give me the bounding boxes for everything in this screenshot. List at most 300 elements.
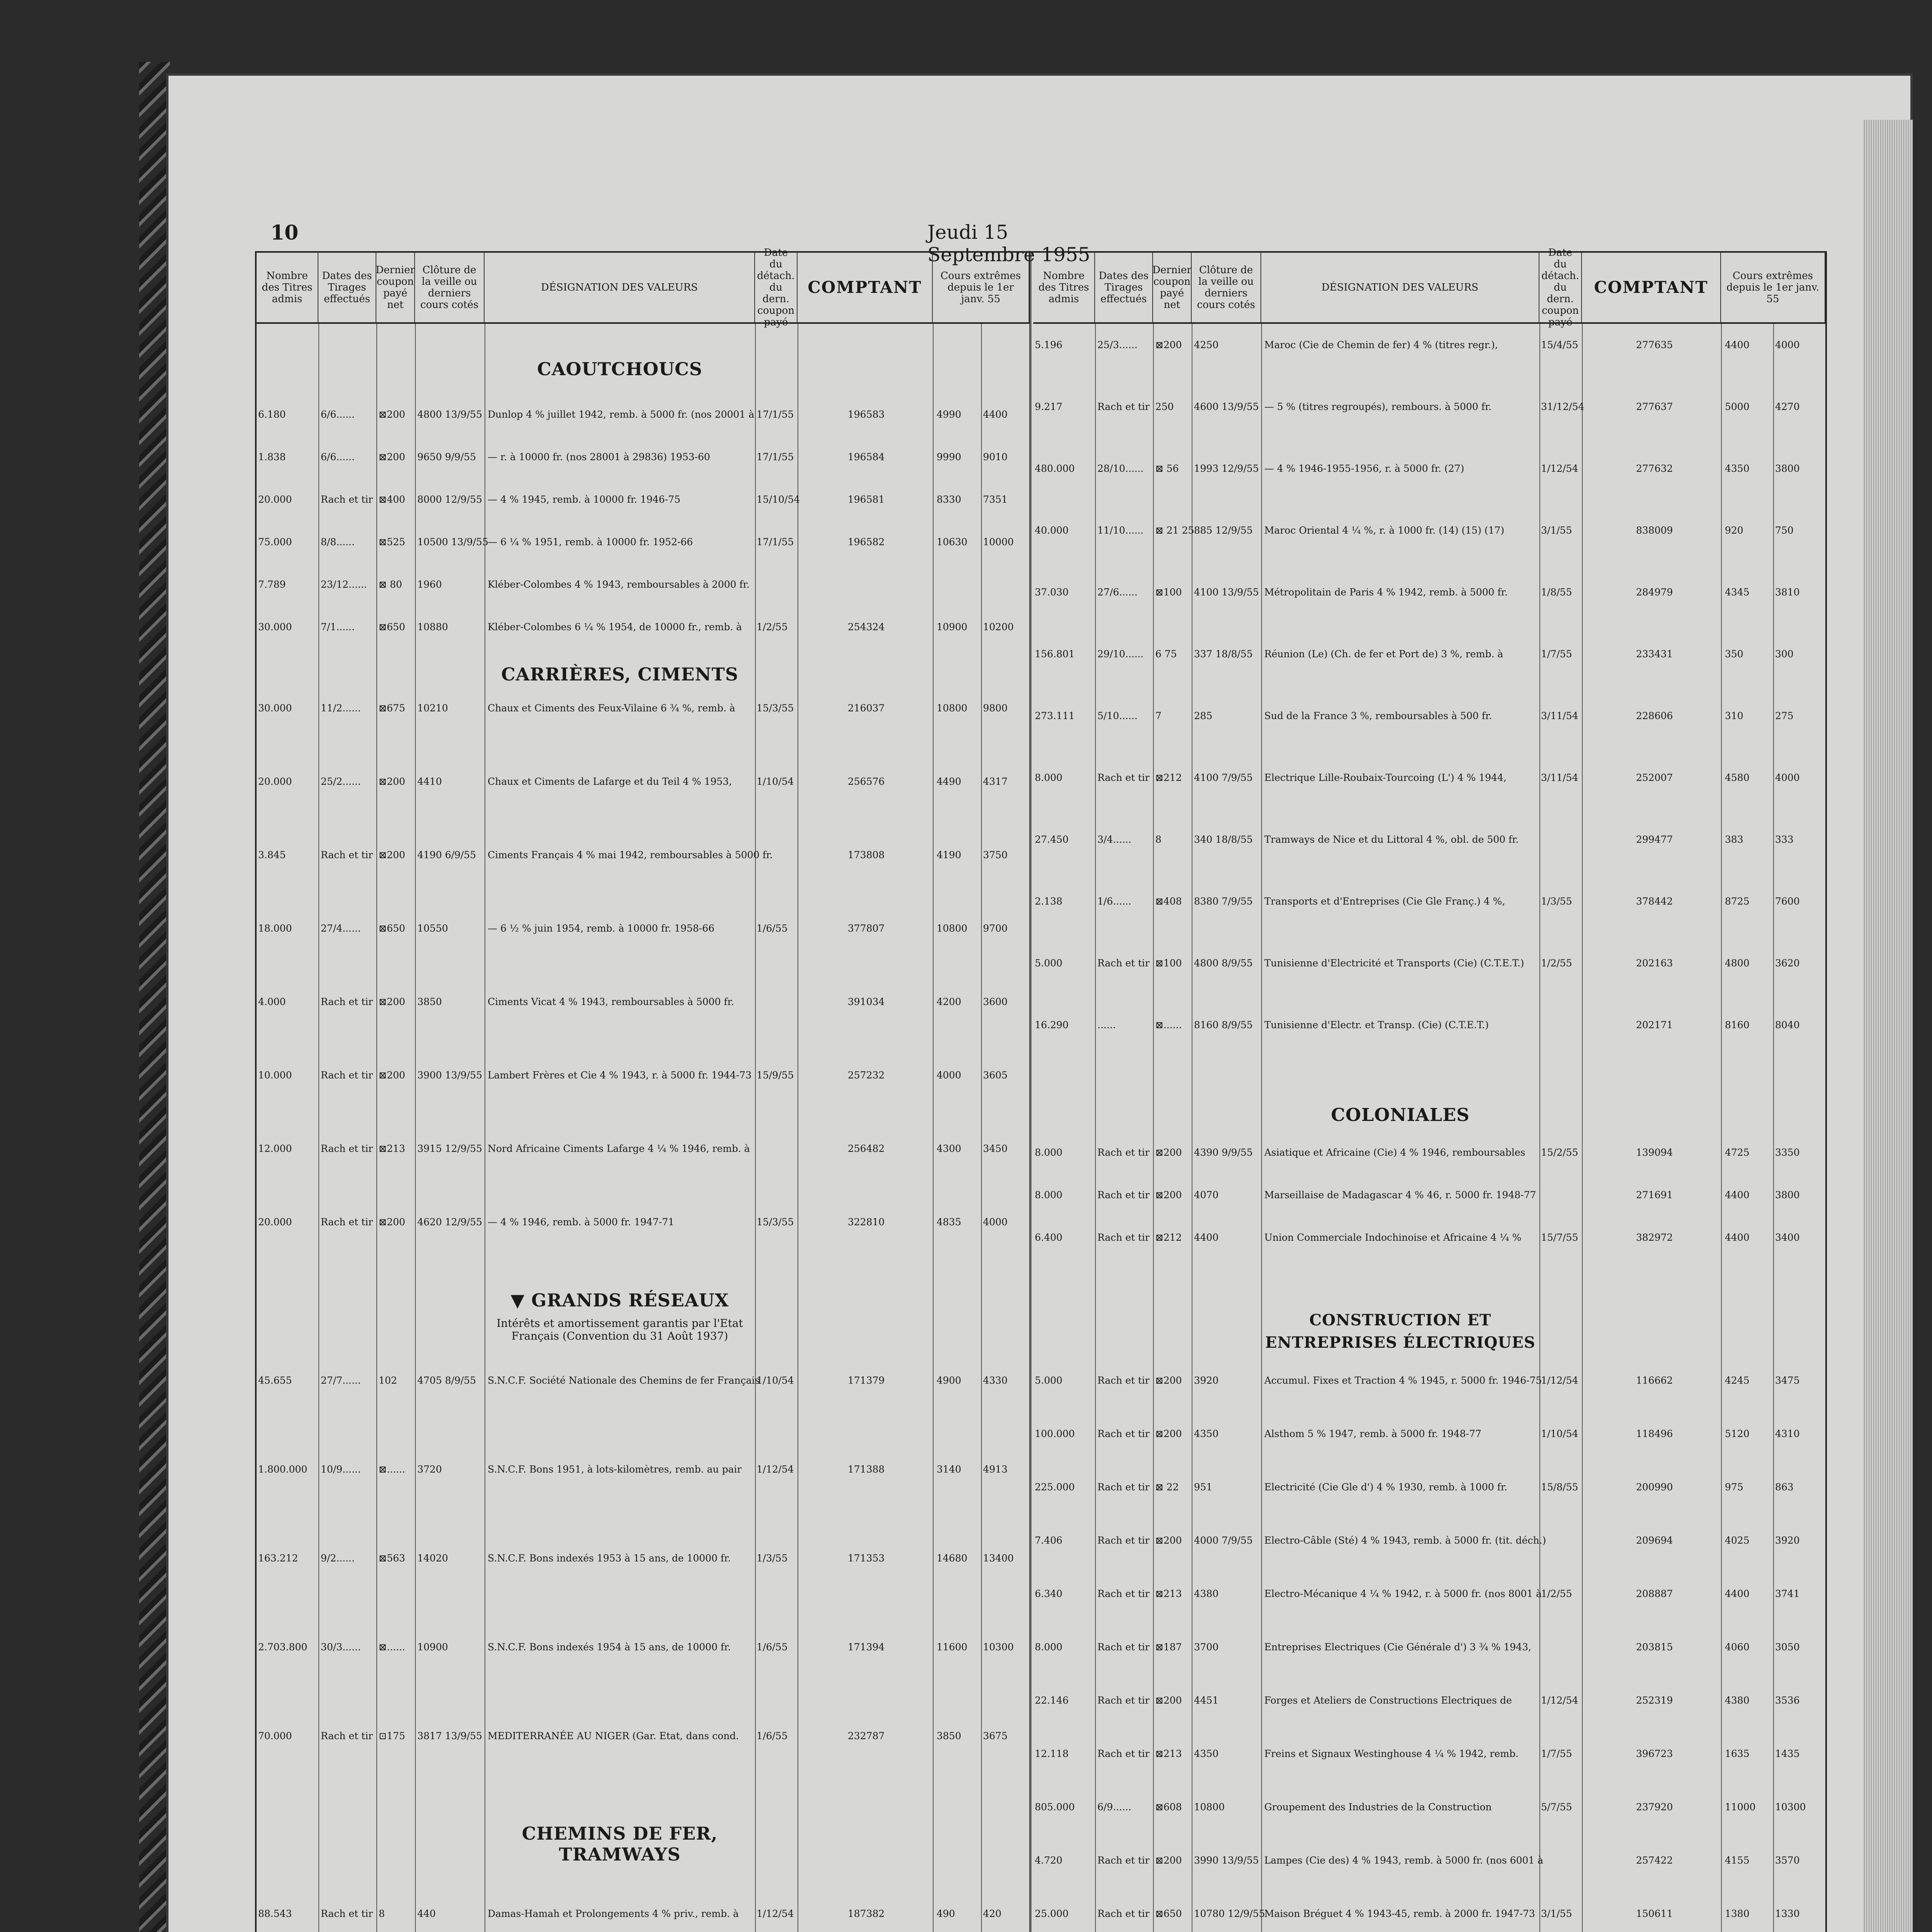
table-row	[1033, 1147, 1825, 1164]
cell-des: Sud de la France 3 %, remboursables à 500 fr.	[1264, 710, 1492, 721]
table-row	[257, 996, 1029, 1013]
cell-cl: 3700	[1194, 1641, 1219, 1653]
cell-h: 4000	[937, 1070, 961, 1081]
table-row	[1033, 957, 1825, 975]
cell-h: 1635	[1725, 1748, 1750, 1759]
cell-c: ⊠200	[379, 996, 405, 1007]
cell-c: ⊠200	[1155, 1695, 1182, 1706]
cell-h: 4190	[937, 849, 961, 861]
cell-cl: 4100 13/9/55	[1194, 587, 1259, 598]
cell-h: 4725	[1725, 1147, 1750, 1158]
cell-c: ⊠650	[379, 621, 405, 633]
cell-des: — 6 ¼ % 1951, remb. à 10000 fr. 1952-66	[488, 536, 693, 548]
cell-det: 3/1/55	[1541, 1908, 1572, 1919]
cell-b: 3536	[1775, 1695, 1800, 1706]
cell-d: Rach et tir	[1097, 1695, 1150, 1706]
cell-des: Groupement des Industries de la Construction	[1264, 1801, 1492, 1813]
cell-det: 15/10/54	[757, 494, 800, 505]
cell-h: 4060	[1725, 1641, 1750, 1653]
cell-c: ⊠100	[1155, 587, 1182, 598]
cell-n: 12.000	[258, 1143, 292, 1154]
cell-h: 10630	[937, 536, 968, 548]
cell-c: ⊠200	[1155, 1535, 1182, 1546]
cell-b: 3750	[983, 849, 1008, 861]
cell-num: 216037	[848, 702, 885, 714]
cell-b: 3800	[1775, 1189, 1800, 1201]
cell-num: 256482	[848, 1143, 885, 1154]
col-coupon: Dernier coupon payé net	[376, 253, 415, 322]
cell-det: 15/9/55	[757, 1070, 794, 1081]
left-body	[257, 324, 1029, 1932]
cell-n: 70.000	[258, 1730, 292, 1742]
cell-b: 10200	[983, 621, 1014, 633]
cell-d: 5/10......	[1097, 710, 1138, 721]
cell-des: Kléber-Colombes 6 ¼ % 1954, de 10000 fr., remb. à	[488, 621, 742, 633]
cell-des: — 5 % (titres regroupés), rembours. à 5000 fr.	[1264, 401, 1492, 412]
left-column-header	[257, 247, 1029, 328]
cell-cl: 285	[1194, 710, 1213, 721]
table-row	[257, 923, 1029, 940]
cell-det: 1/12/54	[757, 1908, 794, 1919]
cell-num: 233431	[1636, 648, 1673, 660]
cell-d: 25/2......	[321, 776, 361, 787]
cell-c: ⊠ 22	[1155, 1481, 1179, 1493]
cell-c: ⊠200	[1155, 1147, 1182, 1158]
cell-d: Rach et tir	[321, 996, 373, 1007]
table-row	[1033, 1481, 1825, 1498]
cell-h: 11600	[937, 1641, 968, 1653]
cell-b: 3920	[1775, 1535, 1800, 1546]
table-row	[1033, 896, 1825, 913]
cell-cl: 9650 9/9/55	[417, 451, 476, 463]
cell-b: 3400	[1775, 1232, 1800, 1243]
cell-n: 6.180	[258, 409, 286, 420]
cell-d: 6/9......	[1097, 1801, 1131, 1813]
table-row	[1033, 834, 1825, 851]
cell-c: ⊠200	[1155, 1375, 1182, 1386]
cell-num: 391034	[848, 996, 885, 1007]
cell-c: ⊠187	[1155, 1641, 1182, 1653]
cell-num: 202171	[1636, 1019, 1673, 1031]
cell-c: ⊠200	[379, 776, 405, 787]
grands-reseaux-subtitle: Intérêts et amortissement garantis par l'Etat Français (Convention du 31 Août 1937)	[497, 1317, 743, 1342]
cell-det: 1/10/54	[1541, 1428, 1578, 1439]
cell-c: ⊠......	[1155, 1019, 1182, 1031]
cell-num: 196582	[848, 536, 885, 548]
cell-h: 4025	[1725, 1535, 1750, 1546]
cell-n: 88.543	[258, 1908, 292, 1919]
cell-b: 7600	[1775, 896, 1800, 907]
cell-c: ⊠675	[379, 702, 405, 714]
cell-h: 10800	[937, 702, 968, 714]
cell-d: Rach et tir	[1097, 1855, 1150, 1866]
cell-n: 6.400	[1035, 1232, 1063, 1243]
cell-b: 3620	[1775, 957, 1800, 969]
table-row	[257, 1730, 1029, 1747]
table-row	[1033, 1375, 1825, 1392]
cell-det: 1/6/55	[757, 923, 788, 934]
cell-c: ⊡175	[379, 1730, 405, 1742]
cell-d: 1/6......	[1097, 896, 1131, 907]
cell-h: 14680	[937, 1553, 968, 1564]
cell-det: 15/3/55	[757, 702, 794, 714]
table-row	[257, 849, 1029, 866]
cell-b: 4000	[1775, 772, 1800, 783]
cell-cl: 10800	[1194, 1801, 1225, 1813]
cell-n: 2.138	[1035, 896, 1063, 907]
table-row	[1033, 1855, 1825, 1872]
cell-des: Alsthom 5 % 1947, remb. à 5000 fr. 1948-77	[1264, 1428, 1481, 1439]
cell-c: ⊠525	[379, 536, 405, 548]
cell-c: ⊠650	[379, 923, 405, 934]
cell-cl: 340 18/8/55	[1194, 834, 1253, 845]
cell-h: 4155	[1725, 1855, 1750, 1866]
cell-h: 4990	[937, 409, 961, 420]
cell-des: — 6 ½ % juin 1954, remb. à 10000 fr. 1958-66	[488, 923, 714, 934]
cell-des: Marseillaise de Madagascar 4 % 46, r. 5000 fr. 1948-77	[1264, 1189, 1536, 1201]
cell-n: 30.000	[258, 621, 292, 633]
cell-num: 277637	[1636, 401, 1673, 412]
cell-h: 5120	[1725, 1428, 1750, 1439]
cell-num: 228606	[1636, 710, 1673, 721]
table-row	[1033, 1641, 1825, 1658]
cell-num: 209694	[1636, 1535, 1673, 1546]
cell-h: 5000	[1725, 401, 1750, 412]
cell-c: ⊠200	[379, 1070, 405, 1081]
cell-c: ⊠200	[1155, 1428, 1182, 1439]
cell-cl: 4620 12/9/55	[417, 1216, 482, 1228]
cell-cl: 8380 7/9/55	[1194, 896, 1253, 907]
cell-h: 4300	[937, 1143, 961, 1154]
cell-d: Rach et tir	[1097, 1481, 1150, 1493]
table-row	[257, 776, 1029, 793]
cell-n: 7.406	[1035, 1535, 1063, 1546]
cell-num: 252319	[1636, 1695, 1673, 1706]
cell-cl: 951	[1194, 1481, 1213, 1493]
cell-cl: 3850	[417, 996, 442, 1007]
cell-c: ⊠......	[379, 1641, 405, 1653]
cell-cl: 4350	[1194, 1748, 1219, 1759]
cell-c: ⊠650	[1155, 1908, 1182, 1919]
cell-n: 20.000	[258, 494, 292, 505]
cell-n: 480.000	[1035, 463, 1075, 474]
cell-b: 13400	[983, 1553, 1014, 1564]
cell-b: 750	[1775, 525, 1794, 536]
cell-d: 3/4......	[1097, 834, 1131, 845]
cell-det: 1/6/55	[757, 1730, 788, 1742]
cell-n: 45.655	[258, 1375, 292, 1386]
cell-det: 3/11/54	[1541, 710, 1578, 721]
cell-n: 8.000	[1035, 1189, 1063, 1201]
cell-h: 975	[1725, 1481, 1743, 1493]
cell-num: 171353	[848, 1553, 885, 1564]
cell-d: Rach et tir	[1097, 1588, 1150, 1599]
cell-cl: 4390 9/9/55	[1194, 1147, 1253, 1158]
cell-n: 27.450	[1035, 834, 1069, 845]
col-cloture: Clôture de la veille ou derniers cours cotés	[415, 253, 485, 322]
cell-h: 1380	[1725, 1908, 1750, 1919]
page-edges	[1862, 120, 1913, 1932]
cell-cl: 10210	[417, 702, 448, 714]
cell-b: 8040	[1775, 1019, 1800, 1031]
cell-b: 3675	[983, 1730, 1008, 1742]
cell-c: ⊠200	[379, 849, 405, 861]
cell-d: Rach et tir	[1097, 957, 1150, 969]
cell-num: 322810	[848, 1216, 885, 1228]
cell-des: Freins et Signaux Westinghouse 4 ¼ % 1942, remb.	[1264, 1748, 1519, 1759]
cell-b: 4330	[983, 1375, 1008, 1386]
cell-d: Rach et tir	[321, 494, 373, 505]
cell-det: 31/12/54	[1541, 401, 1585, 412]
table-row	[1033, 1695, 1825, 1712]
cell-num: 257422	[1636, 1855, 1673, 1866]
cell-det: 15/4/55	[1541, 339, 1578, 350]
cell-b: 1330	[1775, 1908, 1800, 1919]
cell-num: 118496	[1636, 1428, 1673, 1439]
cell-num: 171394	[848, 1641, 885, 1653]
cell-des: S.N.C.F. Bons indexés 1954 à 15 ans, de 10000 fr.	[488, 1641, 731, 1653]
cell-d: 10/9......	[321, 1464, 361, 1475]
table-row	[1033, 339, 1825, 356]
cell-des: Maison Bréguet 4 % 1943-45, remb. à 2000 fr. 1947-73	[1264, 1908, 1535, 1919]
cell-n: 8.000	[1035, 772, 1063, 783]
cell-num: 838009	[1636, 525, 1673, 536]
cell-des: Maroc Oriental 4 ¼ %, r. à 1000 fr. (14) (15) (17)	[1264, 525, 1505, 536]
cell-cl: 3720	[417, 1464, 442, 1475]
cell-b: 420	[983, 1908, 1002, 1919]
cell-n: 100.000	[1035, 1428, 1075, 1439]
col-cloture-r: Clôture de la veille ou derniers cours cotés	[1192, 253, 1261, 322]
cell-cl: 10500 13/9/55	[417, 536, 488, 548]
cell-b: 3800	[1775, 463, 1800, 474]
cell-des: Accumul. Fixes et Traction 4 % 1945, r. 5000 fr. 1946-75	[1264, 1375, 1542, 1386]
cell-det: 1/12/54	[1541, 463, 1578, 474]
cell-n: 12.118	[1035, 1748, 1069, 1759]
cell-c: 8	[379, 1908, 385, 1919]
table-row	[1033, 1535, 1825, 1552]
cell-cl: 4800 13/9/55	[417, 409, 482, 420]
section-coloniales: COLONIALES	[1331, 1104, 1470, 1125]
table-row	[1033, 1019, 1825, 1036]
cell-d: 27/7......	[321, 1375, 361, 1386]
cell-c: ⊠100	[1155, 957, 1182, 969]
cell-d: 11/10......	[1097, 525, 1144, 536]
cell-h: 4580	[1725, 772, 1750, 783]
cell-n: 9.217	[1035, 401, 1063, 412]
cell-cl: 337 18/8/55	[1194, 648, 1253, 660]
cell-des: Asiatique et Africaine (Cie) 4 % 1946, remboursables	[1264, 1147, 1526, 1158]
cell-h: 920	[1725, 525, 1743, 536]
col-comptant-r: COMPTANT	[1582, 253, 1721, 322]
cell-num: 257232	[848, 1070, 885, 1081]
cell-b: 3741	[1775, 1588, 1800, 1599]
cell-h: 4245	[1725, 1375, 1750, 1386]
cell-cl: 4600 13/9/55	[1194, 401, 1259, 412]
cell-det: 1/7/55	[1541, 1748, 1572, 1759]
cell-b: 10300	[983, 1641, 1014, 1653]
cell-h: 4490	[937, 776, 961, 787]
cell-num: 196581	[848, 494, 885, 505]
cell-h: 310	[1725, 710, 1743, 721]
cell-cl: 4000 7/9/55	[1194, 1535, 1253, 1546]
cell-h: 383	[1725, 834, 1743, 845]
cell-d: Rach et tir	[1097, 1908, 1150, 1919]
cell-d: Rach et tir	[321, 1143, 373, 1154]
cell-c: ⊠212	[1155, 772, 1182, 783]
cell-det: 1/8/55	[1541, 587, 1572, 598]
cell-c: 250	[1155, 401, 1174, 412]
cell-det: 3/1/55	[1541, 525, 1572, 536]
section-grands-reseaux: ▼ GRANDS RÉSEAUX	[510, 1290, 729, 1311]
quotation-table	[255, 247, 1827, 1932]
cell-n: 4.000	[258, 996, 286, 1007]
table-row	[1033, 1748, 1825, 1765]
cell-cl: 4100 7/9/55	[1194, 772, 1253, 783]
cell-cl: 3900 13/9/55	[417, 1070, 482, 1081]
cell-des: Métropolitain de Paris 4 % 1942, remb. à 5000 fr.	[1264, 587, 1508, 598]
table-row	[257, 1908, 1029, 1925]
right-half	[1033, 247, 1825, 1932]
cell-n: 22.146	[1035, 1695, 1069, 1706]
cell-d: Rach et tir	[1097, 1641, 1150, 1653]
cell-h: 4380	[1725, 1695, 1750, 1706]
cell-num: 284979	[1636, 587, 1673, 598]
cell-d: Rach et tir	[321, 1730, 373, 1742]
cell-num: 196583	[848, 409, 885, 420]
cell-cl: 885 12/9/55	[1194, 525, 1253, 536]
cell-d: 11/2......	[321, 702, 361, 714]
cell-des: Lampes (Cie des) 4 % 1943, remb. à 5000 fr. (nos 6001 à	[1264, 1855, 1544, 1866]
cell-num: 171379	[848, 1375, 885, 1386]
cell-d: 29/10......	[1097, 648, 1144, 660]
cell-d: 27/4......	[321, 923, 361, 934]
cell-cl: 10780 12/9/55	[1194, 1908, 1265, 1919]
table-row	[257, 1216, 1029, 1233]
cell-c: ⊠200	[1155, 339, 1182, 350]
cell-des: — 4 % 1946, remb. à 5000 fr. 1947-71	[488, 1216, 675, 1228]
cell-cl: 10880	[417, 621, 448, 633]
cell-b: 10300	[1775, 1801, 1806, 1813]
cell-h: 10800	[937, 923, 968, 934]
cell-n: 6.340	[1035, 1588, 1063, 1599]
cell-des: Electro-Câble (Sté) 4 % 1943, remb. à 5000 fr. (tit. déch.)	[1264, 1535, 1546, 1546]
cell-det: 1/3/55	[757, 1553, 788, 1564]
cell-b: 275	[1775, 710, 1794, 721]
cell-n: 10.000	[258, 1070, 292, 1081]
cell-n: 16.290	[1035, 1019, 1069, 1031]
cell-num: 254324	[848, 621, 885, 633]
cell-d: Rach et tir	[321, 849, 373, 861]
col-extremes	[933, 253, 1029, 322]
cell-des: — 4 % 1946-1955-1956, r. à 5000 fr. (27)	[1264, 463, 1464, 474]
cell-h: 4900	[937, 1375, 961, 1386]
cell-n: 20.000	[258, 776, 292, 787]
cell-b: 4317	[983, 776, 1008, 787]
cell-n: 805.000	[1035, 1801, 1075, 1813]
cell-d: Rach et tir	[321, 1070, 373, 1081]
cell-cl: 4705 8/9/55	[417, 1375, 476, 1386]
cell-des: Kléber-Colombes 4 % 1943, remboursables à 2000 fr.	[488, 579, 750, 590]
cell-n: 18.000	[258, 923, 292, 934]
cell-det: 1/2/55	[1541, 957, 1572, 969]
cell-c: ⊠408	[1155, 896, 1182, 907]
cell-cl: 440	[417, 1908, 436, 1919]
cell-det: 1/10/54	[757, 1375, 794, 1386]
cell-det: 1/10/54	[757, 776, 794, 787]
cell-des: S.N.C.F. Bons 1951, à lots-kilomètres, remb. au pair	[488, 1464, 742, 1475]
cell-n: 2.703.800	[258, 1641, 308, 1653]
cell-des: Chaux et Ciments des Feux-Vilaine 6 ¾ %, remb. à	[488, 702, 735, 714]
cell-b: 3475	[1775, 1375, 1800, 1386]
cell-num: 277635	[1636, 339, 1673, 350]
table-row	[1033, 587, 1825, 604]
cell-b: 4270	[1775, 401, 1800, 412]
cell-des: Damas-Hamah et Prolongements 4 % priv., remb. à	[488, 1908, 739, 1919]
col-dates-r: Dates des Tirages effectués	[1095, 253, 1153, 322]
cell-c: ⊠200	[1155, 1189, 1182, 1201]
cell-c: ⊠213	[1155, 1748, 1182, 1759]
col-coupon-r: Dernier coupon payé net	[1153, 253, 1192, 322]
cell-des: Entreprises Electriques (Cie Générale d') 3 ¾ % 1943,	[1264, 1641, 1531, 1653]
cell-num: 232787	[848, 1730, 885, 1742]
cell-num: 196584	[848, 451, 885, 463]
cell-num: 139094	[1636, 1147, 1673, 1158]
cell-num: 256576	[848, 776, 885, 787]
cell-c: ⊠ 56	[1155, 463, 1179, 474]
cell-c: 7	[1155, 710, 1162, 721]
cell-h: 8330	[937, 494, 961, 505]
cell-c: 102	[379, 1375, 397, 1386]
cell-cl: 4400	[1194, 1232, 1219, 1243]
col-comptant: COMPTANT	[798, 253, 933, 322]
table-row	[1033, 1428, 1825, 1445]
cell-num: 116662	[1636, 1375, 1673, 1386]
table-row	[257, 451, 1029, 468]
cell-b: 3810	[1775, 587, 1800, 598]
table-row	[1033, 525, 1825, 542]
cell-d: 28/10......	[1097, 463, 1144, 474]
col-nombre: Nombre des Titres admis	[257, 253, 318, 322]
cell-det: 1/12/54	[757, 1464, 794, 1475]
cell-d: Rach et tir	[1097, 1147, 1150, 1158]
cell-h: 4400	[1725, 1588, 1750, 1599]
cell-n: 75.000	[258, 536, 292, 548]
cell-cl: 4070	[1194, 1189, 1219, 1201]
cell-b: 3570	[1775, 1855, 1800, 1866]
cell-num: 173808	[848, 849, 885, 861]
cell-des: Transports et d'Entreprises (Cie Gle Franç.) 4 %,	[1264, 896, 1505, 907]
cell-d: Rach et tir	[321, 1216, 373, 1228]
cell-des: Chaux et Ciments de Lafarge et du Teil 4 % 1953,	[488, 776, 732, 787]
cell-det: 15/2/55	[1541, 1147, 1578, 1158]
cell-n: 273.111	[1035, 710, 1075, 721]
table-row	[1033, 463, 1825, 480]
table-row	[257, 702, 1029, 719]
cell-b: 4400	[983, 409, 1008, 420]
cell-des: Tunisienne d'Electricité et Transports (Cie) (C.T.E.T.)	[1264, 957, 1524, 969]
cell-cl: 1993 12/9/55	[1194, 463, 1259, 474]
table-row	[257, 1464, 1029, 1481]
cell-d: Rach et tir	[1097, 1232, 1150, 1243]
cell-h: 4350	[1725, 463, 1750, 474]
cell-cl: 4410	[417, 776, 442, 787]
section-construction: CONSTRUCTION ET ENTREPRISES ÉLECTRIQUES	[1265, 1311, 1536, 1352]
cell-b: 863	[1775, 1481, 1794, 1493]
cell-c: ⊠200	[379, 451, 405, 463]
table-row	[1033, 710, 1825, 727]
cell-cl: 10900	[417, 1641, 448, 1653]
cell-det: 1/3/55	[1541, 896, 1572, 907]
